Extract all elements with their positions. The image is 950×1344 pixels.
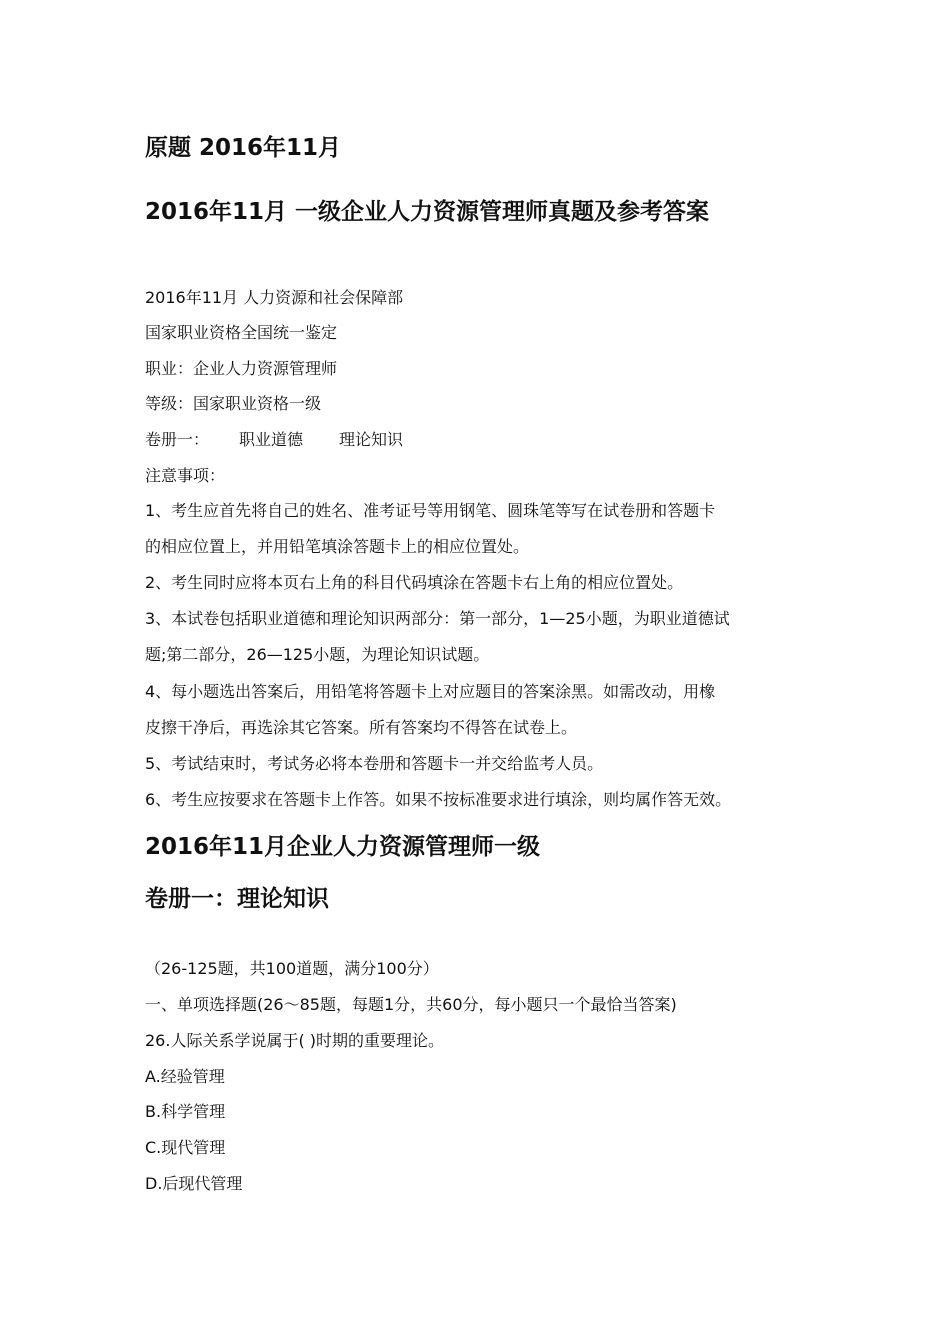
note-line: 题;第二部分，26—125小题，为理论知识试题。 xyxy=(145,645,490,664)
heading-volume-theory: 卷册一：理论知识 xyxy=(145,886,329,912)
note-line: 6、考生应按要求在答题卡上作答。如果不按标准要求进行填涂，则均属作答无效。 xyxy=(145,790,732,809)
question-option-a: A.经验管理 xyxy=(145,1067,225,1086)
header-line-volume xyxy=(145,429,403,451)
header-line-appraisal: 国家职业资格全国统一鉴定 xyxy=(145,323,338,342)
question-option-c: C.现代管理 xyxy=(145,1138,226,1157)
notes-heading: 注意事项： xyxy=(145,466,226,485)
question-stem: 26.人际关系学说属于( )时期的重要理论。 xyxy=(145,1031,445,1050)
note-line: 的相应位置上，并用铅笔填涂答题卡上的相应位置处。 xyxy=(145,537,530,556)
volume-part-ethics: 职业道德 xyxy=(239,430,304,449)
question-option-b: B.科学管理 xyxy=(145,1102,226,1121)
note-line: 3、本试卷包括职业道德和理论知识两部分：第一部分，1—25小题，为职业道德试 xyxy=(145,609,730,628)
heading-level-title: 2016年11月企业人力资源管理师一级 xyxy=(145,834,541,860)
volume-label: 卷册一： xyxy=(145,430,210,449)
note-line: 1、考生应首先将自己的姓名、准考证号等用钢笔、圆珠笔等写在试卷册和答题卡 xyxy=(145,501,716,520)
header-line-date-ministry: 2016年11月 人力资源和社会保障部 xyxy=(145,288,404,307)
header-line-level: 等级：国家职业资格一级 xyxy=(145,394,322,413)
section-part-single-choice: 一、单项选择题(26～85题，每题1分，共60分，每小题只一个最恰当答案) xyxy=(145,995,677,1014)
volume-part-theory: 理论知识 xyxy=(339,430,404,449)
header-line-occupation: 职业：企业人力资源管理师 xyxy=(145,359,338,378)
note-line: 2、考生同时应将本页右上角的科目代码填涂在答题卡右上角的相应位置处。 xyxy=(145,573,684,592)
note-line: 皮擦干净后，再选涂其它答案。所有答案均不得答在试卷上。 xyxy=(145,718,578,737)
question-option-d: D.后现代管理 xyxy=(145,1174,243,1193)
heading-exam-title: 2016年11月 一级企业人力资源管理师真题及参考答案 xyxy=(145,199,710,225)
section-range: （26-125题，共100道题，满分100分） xyxy=(145,959,439,978)
heading-original-title: 原题 2016年11月 xyxy=(145,135,342,161)
note-line: 4、每小题选出答案后，用铅笔将答题卡上对应题目的答案涂黑。如需改动，用橡 xyxy=(145,682,716,701)
note-line: 5、考试结束时，考试务必将本卷册和答题卡一并交给监考人员。 xyxy=(145,754,604,773)
